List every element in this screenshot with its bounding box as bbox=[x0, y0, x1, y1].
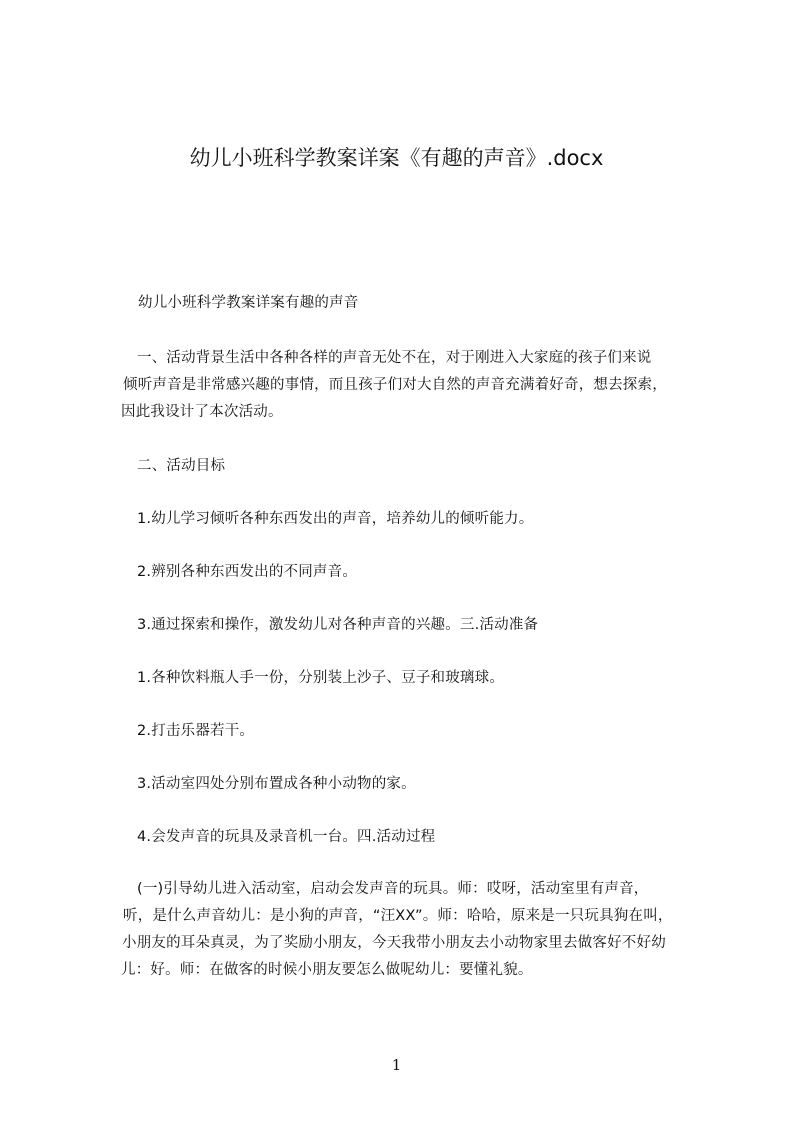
paragraph-line: 1.幼儿学习倾听各种东西发出的声音，培养幼儿的倾听能力。 bbox=[137, 511, 534, 527]
paragraph-heading: 幼儿小班科学教案详案有趣的声音 bbox=[138, 295, 359, 311]
paragraph-line: 听，是什么声音幼儿：是小狗的声音，“汪XX”。师：哈哈，原来是一只玩具狗在叫， bbox=[123, 908, 673, 924]
paragraph-line: 小朋友的耳朵真灵，为了奖励小朋友，今天我带小朋友去小动物家里去做客好不好幼 bbox=[122, 935, 666, 951]
paragraph-line: 因此我设计了本次活动。 bbox=[121, 404, 283, 420]
page-number: 1 bbox=[391, 1056, 402, 1074]
paragraph-line: 4.会发声音的玩具及录音机一台。四.活动过程 bbox=[137, 829, 436, 845]
paragraph-line: 3.通过探索和操作，激发幼儿对各种声音的兴趣。三.活动准备 bbox=[137, 617, 539, 633]
paragraph-line: 1.各种饮料瓶人手一份，分别装上沙子、豆子和玻璃球。 bbox=[137, 670, 505, 686]
paragraph-line: 倾听声音是非常感兴趣的事情，而且孩子们对大自然的声音充满着好奇，想去探索， bbox=[123, 377, 667, 393]
paragraph-line: (一)引导幼儿进入活动室，启动会发声音的玩具。师：哎呀，活动室里有声音， bbox=[137, 881, 649, 897]
paragraph-line: 2.辨别各种东西发出的不同声音。 bbox=[137, 564, 358, 580]
document-title: 幼儿小班科学教案详案《有趣的声音》.docx bbox=[189, 146, 604, 170]
paragraph-line: 二、活动目标 bbox=[137, 458, 226, 474]
paragraph-line: 2.打击乐器若干。 bbox=[137, 723, 255, 739]
paragraph-line: 3.活动室四处分别布置成各种小动物的家。 bbox=[137, 776, 416, 792]
paragraph-line: 儿：好。师：在做客的时候小朋友要怎么做呢幼儿：要懂礼貌。 bbox=[121, 962, 533, 978]
paragraph-line: 一、活动背景生活中各种各样的声音无处不在，对于刚进入大家庭的孩子们来说 bbox=[137, 350, 652, 366]
